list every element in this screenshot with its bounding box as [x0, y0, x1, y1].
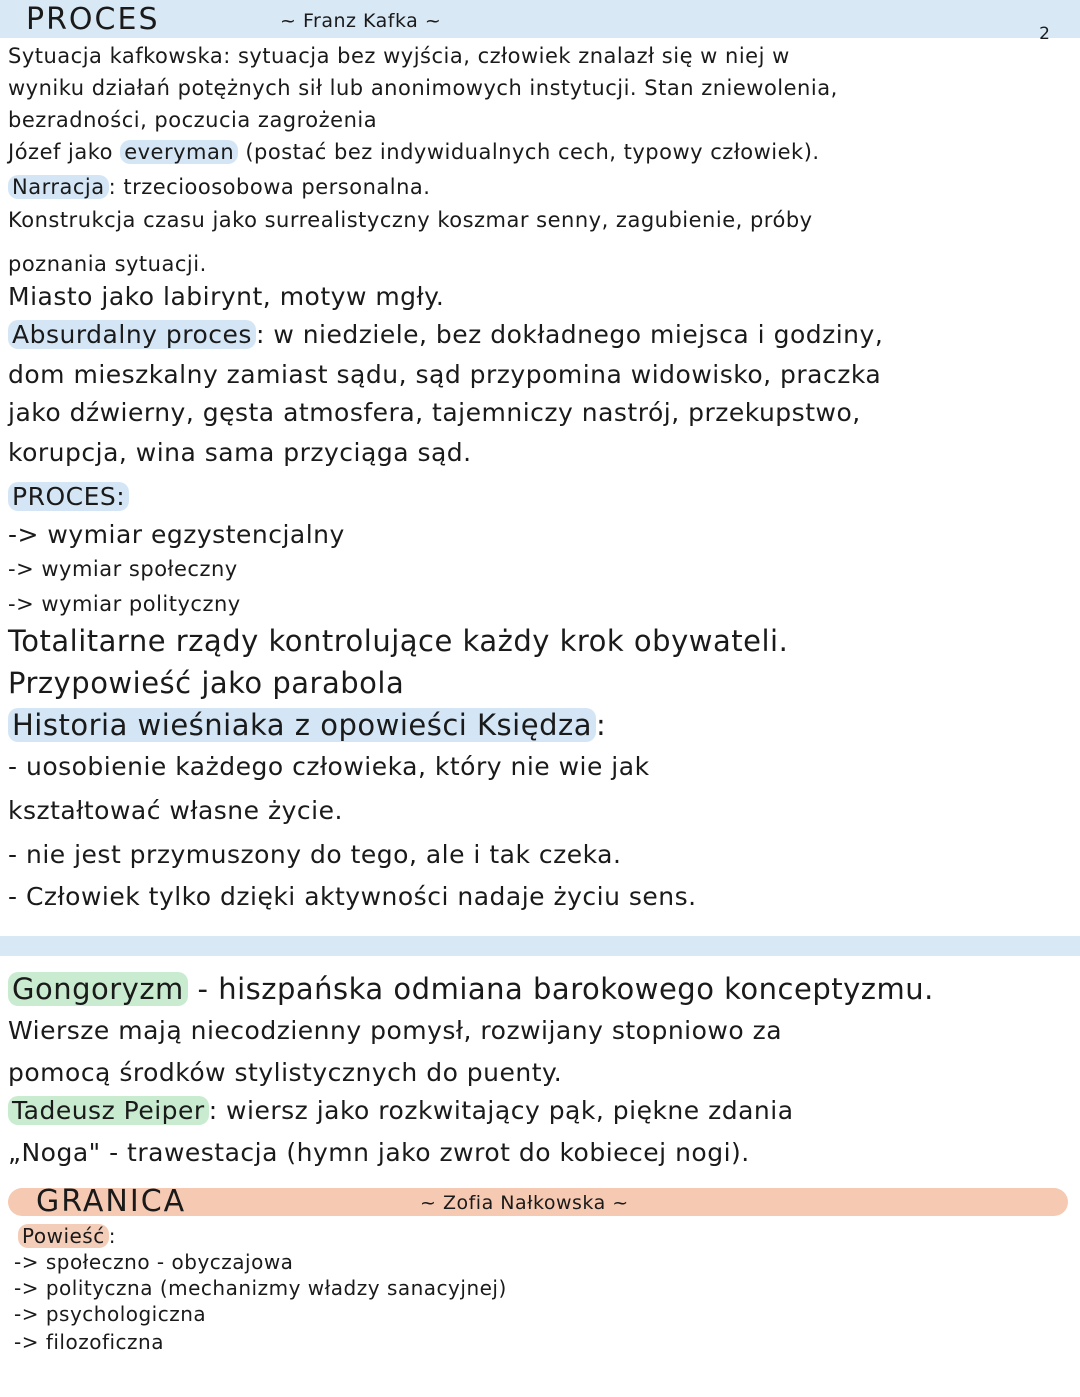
everyman-pre: Józef jako: [8, 140, 121, 164]
dom-line: dom mieszkalny zamiast sądu, sąd przypomina widowisko, praczka: [8, 360, 882, 389]
line-wyniku: wyniku działań potężnych sił lub anonimowych instytucji. Stan zniewolenia,: [8, 76, 838, 100]
sytuacja-rest: : sytuacja bez wyjścia, człowiek znalazł się w niej w: [223, 44, 790, 68]
granica-title-text: GRANICA: [36, 1184, 187, 1219]
gongoryzm-label: Gongoryzm: [8, 972, 188, 1006]
czlowiek-line: - Człowiek tylko dzięki aktywności nadaje życiu sens.: [8, 882, 697, 911]
wiersze-line: Wiersze mają niecodzienny pomysł, rozwijany stopniowo za: [8, 1016, 783, 1045]
konstrukcja-line: Konstrukcja czasu jako surrealistyczny koszmar senny, zagubienie, próby: [8, 208, 813, 232]
powiesc-line: [18, 1224, 116, 1248]
proces-title: [26, 2, 160, 37]
wymiar-item-2: -> wymiar społeczny: [8, 557, 238, 581]
przypowiesc-line: Przypowieść jako parabola: [8, 666, 405, 700]
powiesc-item-4: -> filozoficzna: [14, 1330, 164, 1354]
noga-line: „Noga" - trawestacja (hymn jako zwrot do kobiecej nogi).: [8, 1138, 750, 1167]
peiper-label: Tadeusz Peiper: [8, 1096, 209, 1125]
poznania-line: poznania sytuacji.: [8, 252, 207, 276]
korupcja-line: korupcja, wina sama przyciąga sąd.: [8, 438, 472, 467]
granica-title: [36, 1184, 186, 1219]
powiesc-label: Powieść: [18, 1224, 109, 1248]
proces-author: ~ Franz Kafka ~: [280, 10, 442, 32]
proces2-heading: PROCES:: [8, 482, 129, 511]
absurd-label: Absurdalny proces: [8, 320, 256, 349]
totalitarne-line: Totalitarne rządy kontrolujące każdy krok obywateli.: [8, 624, 789, 658]
wymiar-item-3: -> wymiar polityczny: [8, 592, 241, 616]
historia-colon: :: [595, 708, 607, 742]
line-bezradnosci: bezradności, poczucia zagrożenia: [8, 108, 378, 132]
miasto-line: Miasto jako labirynt, motyw mgły.: [8, 282, 445, 311]
everyman-highlight: everyman: [120, 140, 238, 164]
historia-highlight: Historia wieśniaka z opowieści Księdza: [8, 708, 596, 742]
wymiar-item-1: -> wymiar egzystencjalny: [8, 520, 345, 549]
gongoryzm-rest: - hiszpańska odmiana barokowego konceptyzmu.: [187, 972, 934, 1006]
ksztaltowac-line: kształtować własne życie.: [8, 796, 343, 825]
narracja-line: [8, 175, 430, 199]
header-band-proces: [0, 0, 1080, 38]
page-number: 2: [1039, 24, 1050, 44]
powiesc-colon: :: [108, 1224, 116, 1248]
narracja-label: Narracja: [8, 175, 109, 199]
granica-author: ~ Zofia Nałkowska ~: [420, 1192, 629, 1214]
proces2-line: [8, 482, 129, 511]
pomoca-line: pomocą środków stylistycznych do puenty.: [8, 1058, 563, 1087]
everyman-line: [8, 140, 820, 164]
peiper-line: [8, 1096, 794, 1125]
uosobienie-line: - uosobienie każdego człowieka, który nie wie jak: [8, 752, 650, 781]
absurd-line: [8, 320, 883, 349]
section-divider-band: [0, 936, 1080, 956]
sytuacja-label: Sytuacja kafkowska: [8, 44, 224, 68]
narracja-rest: : trzecioosobowa personalna.: [108, 175, 431, 199]
proces-title-text: PROCES: [26, 2, 160, 37]
nie-jest-line: - nie jest przymuszony do tego, ale i tak czeka.: [8, 840, 622, 869]
everyman-post: (postać bez indywidualnych cech, typowy człowiek).: [238, 140, 820, 164]
historia-line: [8, 708, 606, 742]
peiper-rest: : wiersz jako rozkwitający pąk, piękne zdania: [208, 1096, 794, 1125]
absurd-rest: : w niedziele, bez dokładnego miejsca i godziny,: [255, 320, 884, 349]
powiesc-item-2: -> polityczna (mechanizmy władzy sanacyjnej): [14, 1276, 507, 1300]
gongoryzm-line: [8, 972, 934, 1006]
powiesc-item-3: -> psychologiczna: [14, 1302, 207, 1326]
jako-line: jako dźwierny, gęsta atmosfera, tajemniczy nastrój, przekupstwo,: [8, 398, 861, 427]
powiesc-item-1: -> społeczno - obyczajowa: [14, 1250, 294, 1274]
sytuacja-line: [8, 44, 790, 68]
